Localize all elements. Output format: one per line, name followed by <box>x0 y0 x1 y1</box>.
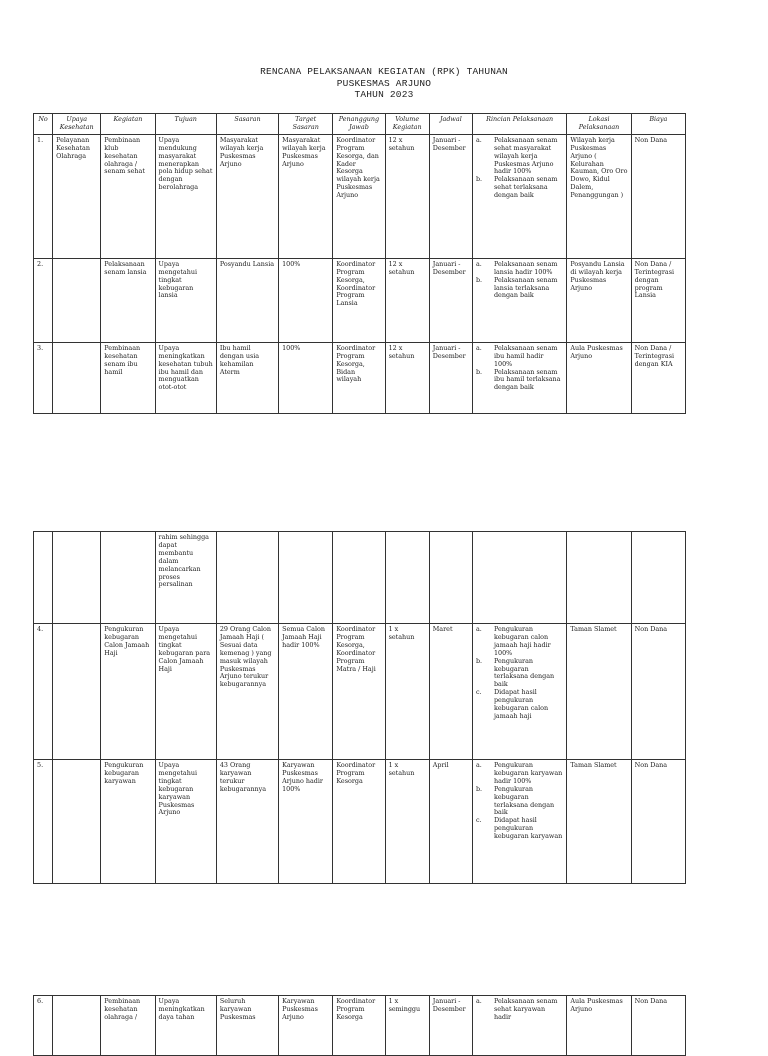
sasaran-cell: Posyandu Lansia <box>216 258 278 342</box>
upaya-cell <box>53 624 101 760</box>
target-cell: Masyarakat wilayah kerja Puskesmas Arjuno <box>279 134 333 258</box>
rincian-cell <box>472 624 566 760</box>
sasaran-cell: Seluruh karyawan Puskesmas <box>216 996 278 1056</box>
column-header: Lokasi Pelaksanaan <box>567 114 631 135</box>
biaya-cell: Non Dana / Terintegrasi dengan KIA <box>631 342 685 413</box>
rincian-cell <box>472 760 566 884</box>
rincian-cell <box>472 258 566 342</box>
rincian-item <box>476 998 563 1022</box>
rincian-item-letter: a. <box>475 761 482 769</box>
rincian-item <box>476 626 563 658</box>
target-cell: 100% <box>279 258 333 342</box>
biaya-cell: Non Dana <box>631 134 685 258</box>
row-number-cell: 5. <box>34 760 53 884</box>
penanggung-jawab-cell: Koordinator Program Kesorga, Koordinator Program Matra / Haji <box>333 624 385 760</box>
rincian-item-text: Pengukuran kebugaran terlaksana dengan baik <box>493 784 555 817</box>
rincian-item-text: Pelaksanaan senam ibu hamil hadir 100% <box>493 343 558 368</box>
rincian-item <box>476 137 563 177</box>
rincian-item <box>476 689 563 721</box>
sasaran-cell: 43 Orang karyawan terukur kebugarannya <box>216 760 278 884</box>
penanggung-jawab-cell: Koordinator Program Kesorga, Koordinator Program Lansia <box>333 258 385 342</box>
rpk-table-page-2 <box>33 531 686 884</box>
rincian-item-letter: a. <box>475 135 482 144</box>
row-number-cell: 6. <box>34 996 53 1056</box>
rincian-item-letter: c. <box>475 816 482 825</box>
kegiatan-cell: Pengukuran kebugaran Calon Jamaah Haji <box>101 624 155 760</box>
rincian-list <box>476 137 563 200</box>
tujuan-cell: Upaya meningkatkan kesehatan tubuh ibu hamil dan menguatkan otot-otot <box>155 342 216 413</box>
column-header: Sasaran <box>216 114 278 135</box>
sasaran-cell: Ibu hamil dengan usia kehamilan Aterm <box>216 342 278 413</box>
rincian-list <box>476 261 563 301</box>
rpk-table-page-1 <box>33 113 686 414</box>
rincian-item-text: Pelaksanaan senam sehat karyawan hadir <box>493 997 558 1021</box>
target-cell: Karyawan Puskesmas Arjuno <box>279 996 333 1056</box>
table-header-row <box>34 114 686 135</box>
volume-cell <box>385 532 429 624</box>
rincian-item <box>476 277 563 301</box>
tujuan-cell: Upaya mengetahui tingkat kebugaran lansia <box>155 258 216 342</box>
volume-cell: 1 x setahun <box>385 624 429 760</box>
kegiatan-cell <box>101 532 155 624</box>
rincian-item-letter: a. <box>475 343 482 352</box>
lokasi-cell: Taman Slamet <box>567 760 631 884</box>
row-number-cell: 1. <box>34 134 53 258</box>
table-row <box>34 624 686 760</box>
column-header: Penanggung Jawab <box>333 114 385 135</box>
rincian-item-letter: a. <box>475 997 482 1005</box>
kegiatan-cell: Pembinaan klub kesehatan olahraga / senam sehat <box>101 134 155 258</box>
penanggung-jawab-cell <box>333 532 385 624</box>
rincian-item-letter: b. <box>475 784 483 793</box>
tujuan-cell: rahim sehingga dapat membantu dalam melancarkan proses persalinan <box>155 532 216 624</box>
document-title: RENCANA PELAKSANAAN KEGIATAN (RPK) TAHUNAN <box>260 66 508 77</box>
column-header: Jadwal <box>429 114 472 135</box>
rincian-item-letter: c. <box>475 688 482 697</box>
volume-cell: 12 x setahun <box>385 258 429 342</box>
target-cell: Semua Calon Jamaah Haji hadir 100% <box>279 624 333 760</box>
table-row <box>34 134 686 258</box>
column-header: Tujuan <box>155 114 216 135</box>
jadwal-cell: Januari - Desember <box>429 996 472 1056</box>
row-number-cell: 3. <box>34 342 53 413</box>
penanggung-jawab-cell: Koordinator Program Kesorga, dan Kader Kesorga wilayah kerja Puskesmas Arjuno <box>333 134 385 258</box>
lokasi-cell: Aula Puskesmas Arjuno <box>567 342 631 413</box>
table-row <box>34 532 686 624</box>
rincian-item-text: Didapat hasil pengukuran kebugaran karyawan <box>493 816 563 841</box>
target-cell: 100% <box>279 342 333 413</box>
rincian-item-letter: b. <box>475 275 483 284</box>
rincian-item-text: Pelaksanaan senam sehat masyarakat wilayah kerja Puskesmas Arjuno hadir 100% <box>493 135 558 176</box>
rincian-list <box>476 998 563 1022</box>
kegiatan-cell: Pelaksanaan senam lansia <box>101 258 155 342</box>
biaya-cell: Non Dana <box>631 996 685 1056</box>
rincian-item <box>476 369 563 393</box>
rincian-list <box>476 626 563 721</box>
column-header: Rincian Pelaksanaan <box>472 114 566 135</box>
target-cell <box>279 532 333 624</box>
table-row <box>34 996 686 1056</box>
volume-cell: 1 x setahun <box>385 760 429 884</box>
penanggung-jawab-cell: Koordinator Program Kesorga <box>333 996 385 1056</box>
biaya-cell: Non Dana <box>631 624 685 760</box>
jadwal-cell: Maret <box>429 624 472 760</box>
jadwal-cell: Januari - Desember <box>429 134 472 258</box>
rincian-item <box>476 786 563 818</box>
tujuan-cell: Upaya meningkatkan daya tahan <box>155 996 216 1056</box>
kegiatan-cell: Pengukuran kebugaran karyawan <box>101 760 155 884</box>
rincian-item-letter: b. <box>475 656 483 665</box>
kegiatan-cell: Pembinaan kesehatan senam ibu hamil <box>101 342 155 413</box>
rpk-table-page-3 <box>33 995 686 1056</box>
lokasi-cell: Wilayah kerja Puskesmas Arjuno ( Kelurahan Kauman, Oro Oro Dowo, Kidul Dalem, Penanggungan ) <box>567 134 631 258</box>
volume-cell: 1 x seminggu <box>385 996 429 1056</box>
rincian-list <box>476 762 563 841</box>
upaya-cell <box>53 258 101 342</box>
rincian-item-letter: a. <box>475 625 482 633</box>
rincian-item-text: Pelaksanaan senam lansia terlaksana dengan baik <box>493 275 558 300</box>
rincian-item <box>476 817 563 841</box>
tujuan-cell: Upaya mendukung masyarakat menerapkan pola hidup sehat dengan berolahraga <box>155 134 216 258</box>
jadwal-cell: Januari - Desember <box>429 258 472 342</box>
rincian-cell <box>472 532 566 624</box>
biaya-cell: Non Dana <box>631 760 685 884</box>
rincian-cell <box>472 342 566 413</box>
tujuan-cell: Upaya mengetahui tingkat kebugaran karyawan Puskesmas Arjuno <box>155 760 216 884</box>
sasaran-cell: Masyarakat wilayah kerja Puskesmas Arjuno <box>216 134 278 258</box>
column-header: No <box>34 114 53 135</box>
target-cell: Karyawan Puskesmas Arjuno hadir 100% <box>279 760 333 884</box>
upaya-cell <box>53 760 101 884</box>
table-row <box>34 342 686 413</box>
lokasi-cell: Taman Slamet <box>567 624 631 760</box>
column-header: Volume Kegiatan <box>385 114 429 135</box>
volume-cell: 12 x setahun <box>385 342 429 413</box>
row-number-cell: 2. <box>34 258 53 342</box>
lokasi-cell: Aula Puskesmas Arjuno <box>567 996 631 1056</box>
biaya-cell: Non Dana / Terintegrasi dengan program Lansia <box>631 258 685 342</box>
rincian-item-text: Pengukuran kebugaran terlaksana dengan baik <box>493 656 555 689</box>
rincian-item <box>476 261 563 277</box>
document-subtitle: PUSKESMAS ARJUNO <box>336 78 432 89</box>
rincian-item-letter: a. <box>475 259 482 268</box>
rincian-item <box>476 345 563 369</box>
lokasi-cell: Posyandu Lansia di wilayah kerja Puskesmas Arjuno <box>567 258 631 342</box>
penanggung-jawab-cell: Koordinator Program Kesorga, Bidan wilayah <box>333 342 385 413</box>
jadwal-cell <box>429 532 472 624</box>
rincian-item-text: Pelaksanaan senam ibu hamil terlaksana dengan baik <box>493 367 561 392</box>
column-header: Upaya Kesehatan <box>53 114 101 135</box>
table-row <box>34 258 686 342</box>
penanggung-jawab-cell: Koordinator Program Kesorga <box>333 760 385 884</box>
rincian-item-letter: b. <box>475 175 483 184</box>
rincian-list <box>476 345 563 392</box>
kegiatan-cell: Pembinaan kesehatan olahraga / <box>101 996 155 1056</box>
rincian-item-text: Pengukuran kebugaran calon jamaah haji hadir 100% <box>493 625 551 657</box>
jadwal-cell: April <box>429 760 472 884</box>
rincian-item-text: Pengukuran kebugaran karyawan hadir 100% <box>493 761 563 785</box>
volume-cell: 12 x setahun <box>385 134 429 258</box>
row-number-cell <box>34 532 53 624</box>
sasaran-cell <box>216 532 278 624</box>
sasaran-cell: 29 Orang Calon Jamaah Haji ( Sesuai data kemenag ) yang masuk wilayah Puskesmas Arjuno terukur kebugarannya <box>216 624 278 760</box>
jadwal-cell: Januari - Desember <box>429 342 472 413</box>
upaya-cell <box>53 342 101 413</box>
upaya-cell <box>53 996 101 1056</box>
rincian-item-text: Pelaksanaan senam lansia hadir 100% <box>493 259 558 276</box>
column-header: Biaya <box>631 114 685 135</box>
column-header: Target Sasaran <box>279 114 333 135</box>
rincian-item-letter: b. <box>475 367 483 376</box>
rincian-item <box>476 762 563 786</box>
rincian-cell <box>472 996 566 1056</box>
rincian-item <box>476 658 563 690</box>
upaya-cell <box>53 532 101 624</box>
tujuan-cell: Upaya mengetahui tingkat kebugaran para Calon Jamaah Haji <box>155 624 216 760</box>
row-number-cell: 4. <box>34 624 53 760</box>
column-header: Kegiatan <box>101 114 155 135</box>
table-row <box>34 760 686 884</box>
lokasi-cell <box>567 532 631 624</box>
upaya-cell: Pelayanan Kesehatan Olahraga <box>53 134 101 258</box>
rincian-item <box>476 176 563 200</box>
rincian-item-text: Pelaksanaan senam sehat terlaksana dengan baik <box>493 175 558 200</box>
document-year: TAHUN 2023 <box>354 89 414 100</box>
biaya-cell <box>631 532 685 624</box>
rincian-cell <box>472 134 566 258</box>
rincian-item-text: Didapat hasil pengukuran kebugaran calon jamaah haji <box>493 688 549 720</box>
